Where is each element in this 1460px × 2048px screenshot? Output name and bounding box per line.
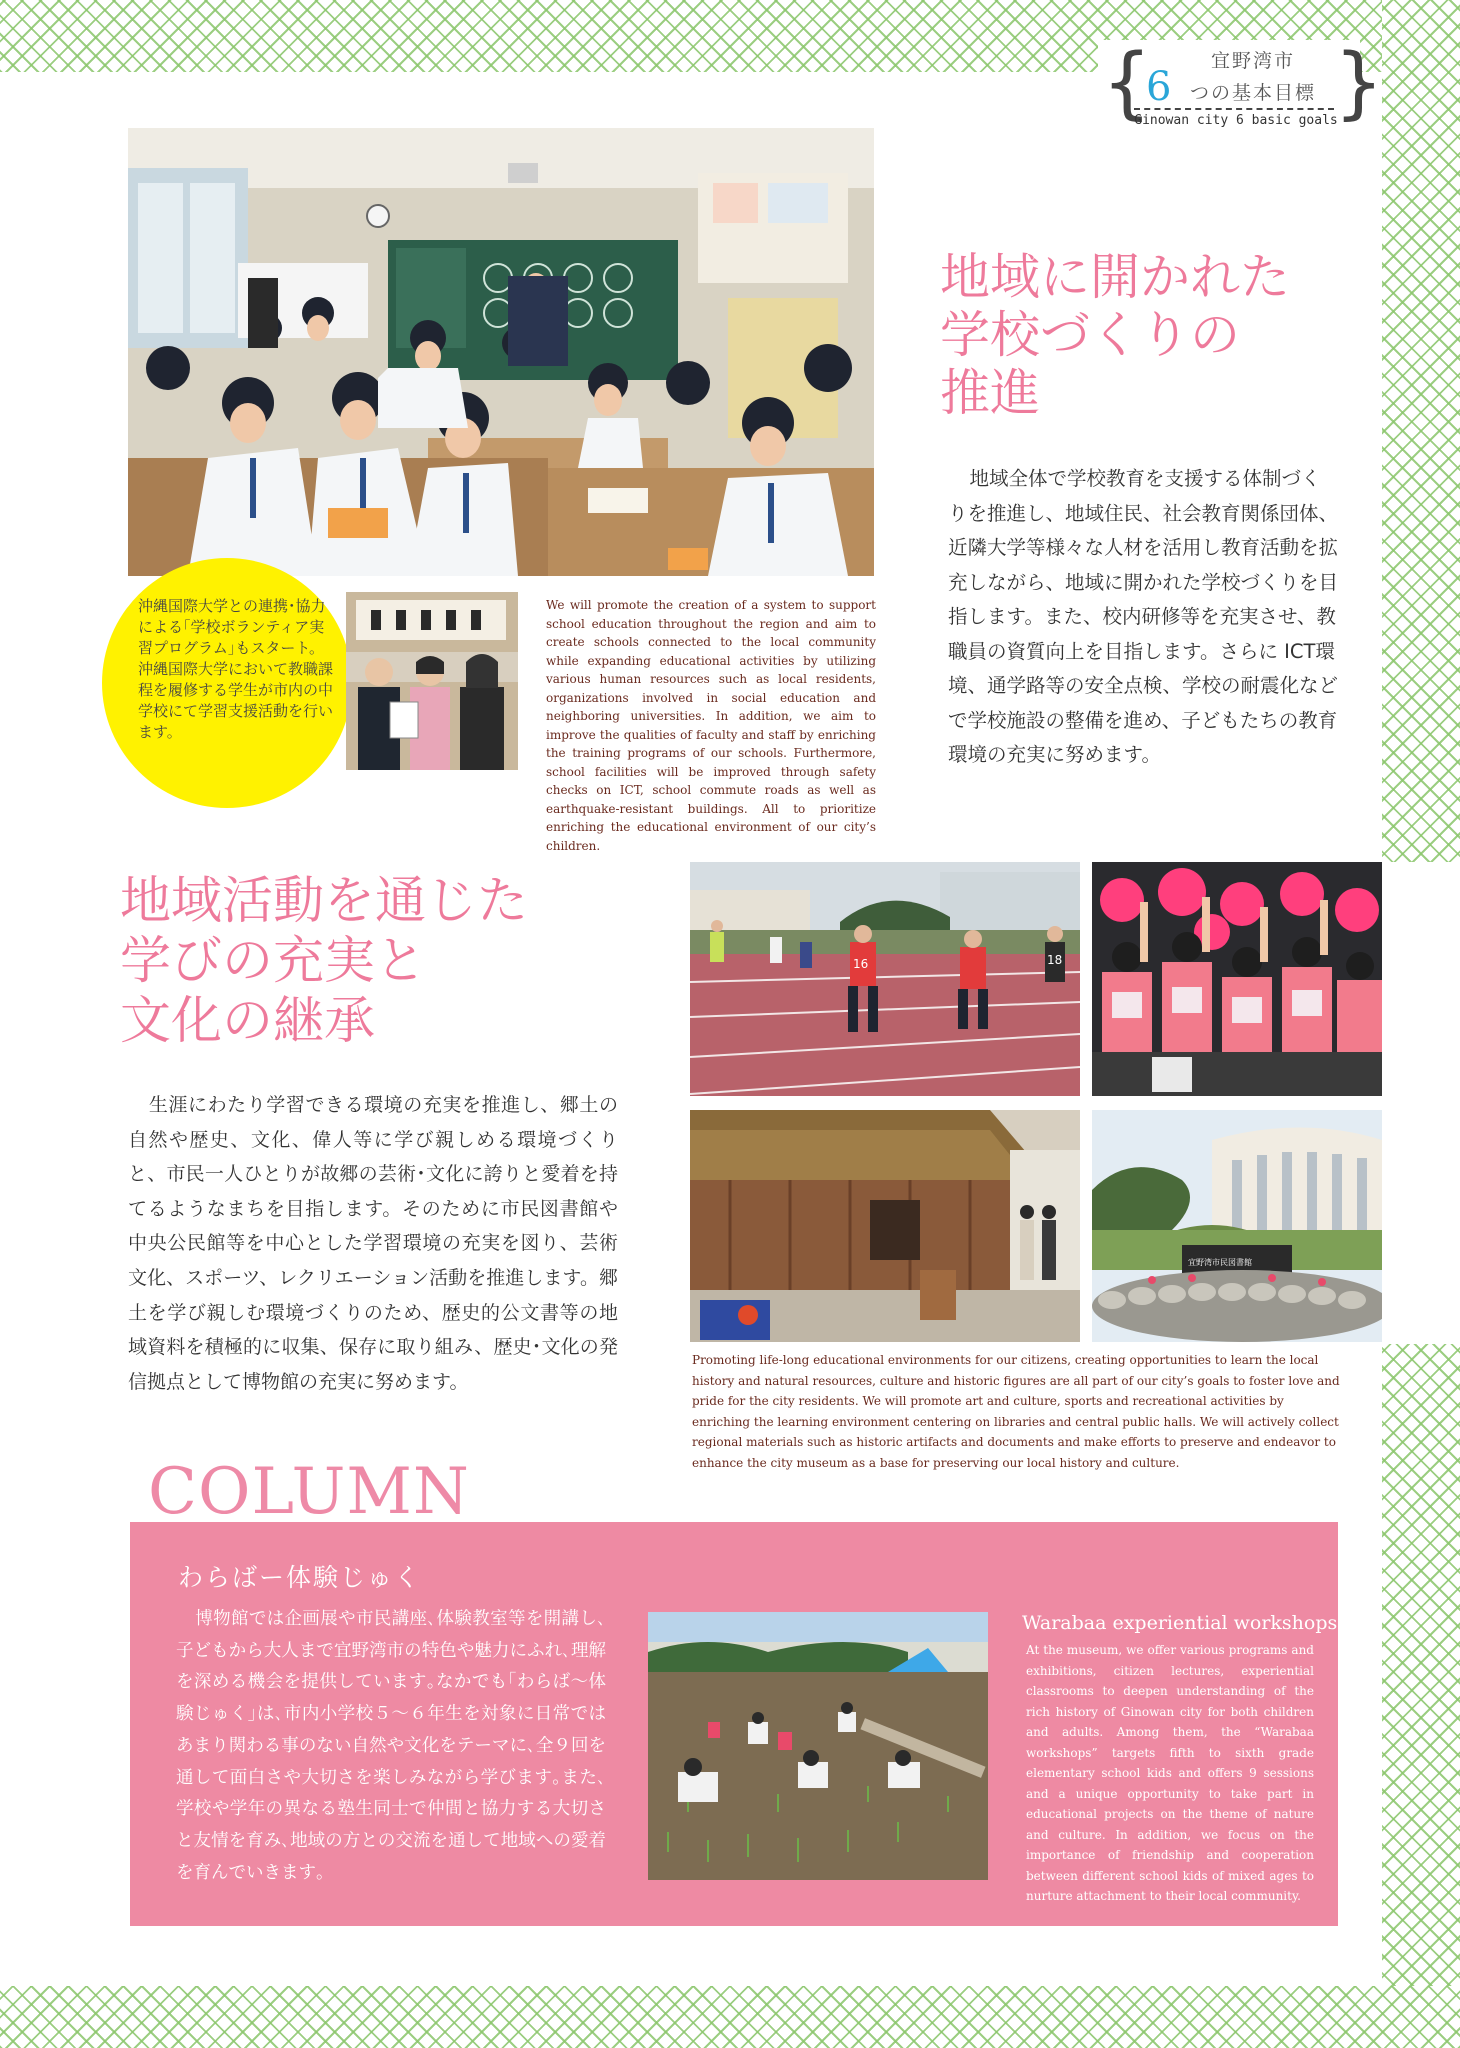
section2-body: 生涯にわたり学習できる環境の充実を推進し、郷土の自然や歴史、文化、偉人等に学び親しめる環境づくりと、市民一人ひとりが故郷の芸術･文化に誇りと愛着を持てるようなまちを目指します。そのために市民図書館や中央公民館等を中心とした学習環境の充実を図り、芸術文化、スポーツ、レクリエーション活動を推進します。郷土を学び親しむ環境づくりのため、歴史的公文書等の地域資料を積極的に収集、保存に取り組み、歴史･文化の発信拠点として博物館の充実に努めます。 [128, 1094, 618, 1393]
track-race-photo [690, 862, 1080, 1096]
section2-title-line: 学びの充実と [120, 932, 427, 991]
badge-city: 宜野湾市 [1210, 50, 1295, 72]
cheer-dance-photo [1092, 862, 1382, 1096]
section1-body: 地域全体で学校教育を支援する体制づくりを推進し、地域住民、社会教育関係団体、近隣大学等様々な人材を活用し教育活動を拡充しながら、地域に開かれた学校づくりを目指します。また、校内研修等を充実させ、教職員の資質向上を目指します。さらに ICT環境、通学路等の安全点検、学校の耐震化などで学校施設の整備を進め、子どもたちの教育環境の充実に努めます。 [948, 467, 1339, 766]
column-jp-body: 博物館では企画展や市民講座､体験教室等を開講し､子どもから大人まで宜野湾市の特色や魅力にふれ､理解を深める機会を提供しています｡なかでも｢わらば～体験じゅく｣は､市内小学校５～６年生を対象に日常ではあまり関わる事のない自然や文化をテーマに､全９回を通して面白さや大切さを楽しみながら学びます｡また､学校や学年の異なる塾生同士で仲間と協力する大切さと友情を育み､地域の方との交流を通して地域への愛着を育んでいきます｡ [176, 1609, 606, 1883]
meeting-photo [346, 592, 518, 770]
section2-title [120, 872, 660, 1052]
badge-english: Ginowan city 6 basic goals [1134, 113, 1338, 128]
badge-goals-label: つの基本目標 [1189, 82, 1316, 104]
section2-title-line: 地域活動を通じた [120, 872, 529, 931]
section1-title [940, 248, 1360, 422]
library-sign: 宜野湾市民図書館 [1188, 1258, 1252, 1267]
classroom-photo [128, 128, 874, 576]
page-area-extension [1382, 862, 1460, 1344]
right-brace-icon: } [1334, 38, 1384, 128]
section1-title-line: 推進 [940, 364, 1040, 422]
section1-english: We will promote the creation of a system to support school education throughout the region and aim to create schools connected to the local community while expanding educational activities by utilizing various human resources such as local residents, organizations involved in social education and neighboring universities. In addition, we aim to improve the qualities of faculty and staff by enriching the training programs of our schools. Furthermore, school facilities will be improved through safety checks on ICT, school commute roads as well as earthquake-resistant buildings. All to prioritize enriching the educational environment of our city’s children. [546, 598, 876, 853]
library-building-photo [1092, 1110, 1382, 1342]
section1-title-line: 学校づくりの [940, 306, 1240, 364]
column-en-title: Warabaa experiential workshops [1022, 1612, 1338, 1634]
badge-number: 6 [1146, 64, 1172, 110]
column-en-body: At the museum, we offer various programs and exhibitions, citizen lectures, experiential classrooms to deepen understanding of the rich history of Ginowan city for both children and adults. Among them, the “Warabaa workshops” targets fifth to sixth grade elementary school kids and offers 9 sessions and a unique opportunity to take part in educational projects on the theme of nature and culture. In addition, we focus on the importance of friendship and cooperation between different school kids of mixed ages to nurture attachment to their local community. [1026, 1643, 1314, 1903]
left-brace-icon: { [1102, 38, 1152, 128]
circle-note: 沖縄国際大学との連携･協力による｢学校ボランティア実習プログラム｣もスタート。沖縄国際大学において教職課程を履修する学生が市内の中学校にて学習支援活動を行います。 [138, 597, 334, 741]
lattice-border-bottom [0, 1986, 1460, 2048]
badge-divider [1134, 108, 1334, 110]
runner-bib-16: 16 [853, 957, 869, 971]
museum-hut-photo [690, 1110, 1080, 1342]
goals-badge [1098, 38, 1384, 138]
section2-title-line: 文化の継承 [120, 992, 376, 1051]
rice-paddy-photo [648, 1612, 988, 1880]
section1-title-line: 地域に開かれた [940, 248, 1290, 306]
column-jp-title: わらばー体験じゅく [178, 1563, 422, 1592]
section2-english: Promoting life-long educational environments for our citizens, creating opportunities to learn the local history and natural resources, culture and historic figures are all part of our city’s goals to foster love and pride for the city residents. We will promote art and culture, sports and recreational activities by enriching the learning environment centering on libraries and central public halls. We will actively collect regional materials such as historic artifacts and documents and make efforts to preserve and endeavor to enhance the city museum as a base for preserving our local history and culture. [692, 1353, 1340, 1470]
runner-bib-18: 18 [1047, 953, 1063, 967]
column-label: COLUMN [148, 1455, 470, 1529]
